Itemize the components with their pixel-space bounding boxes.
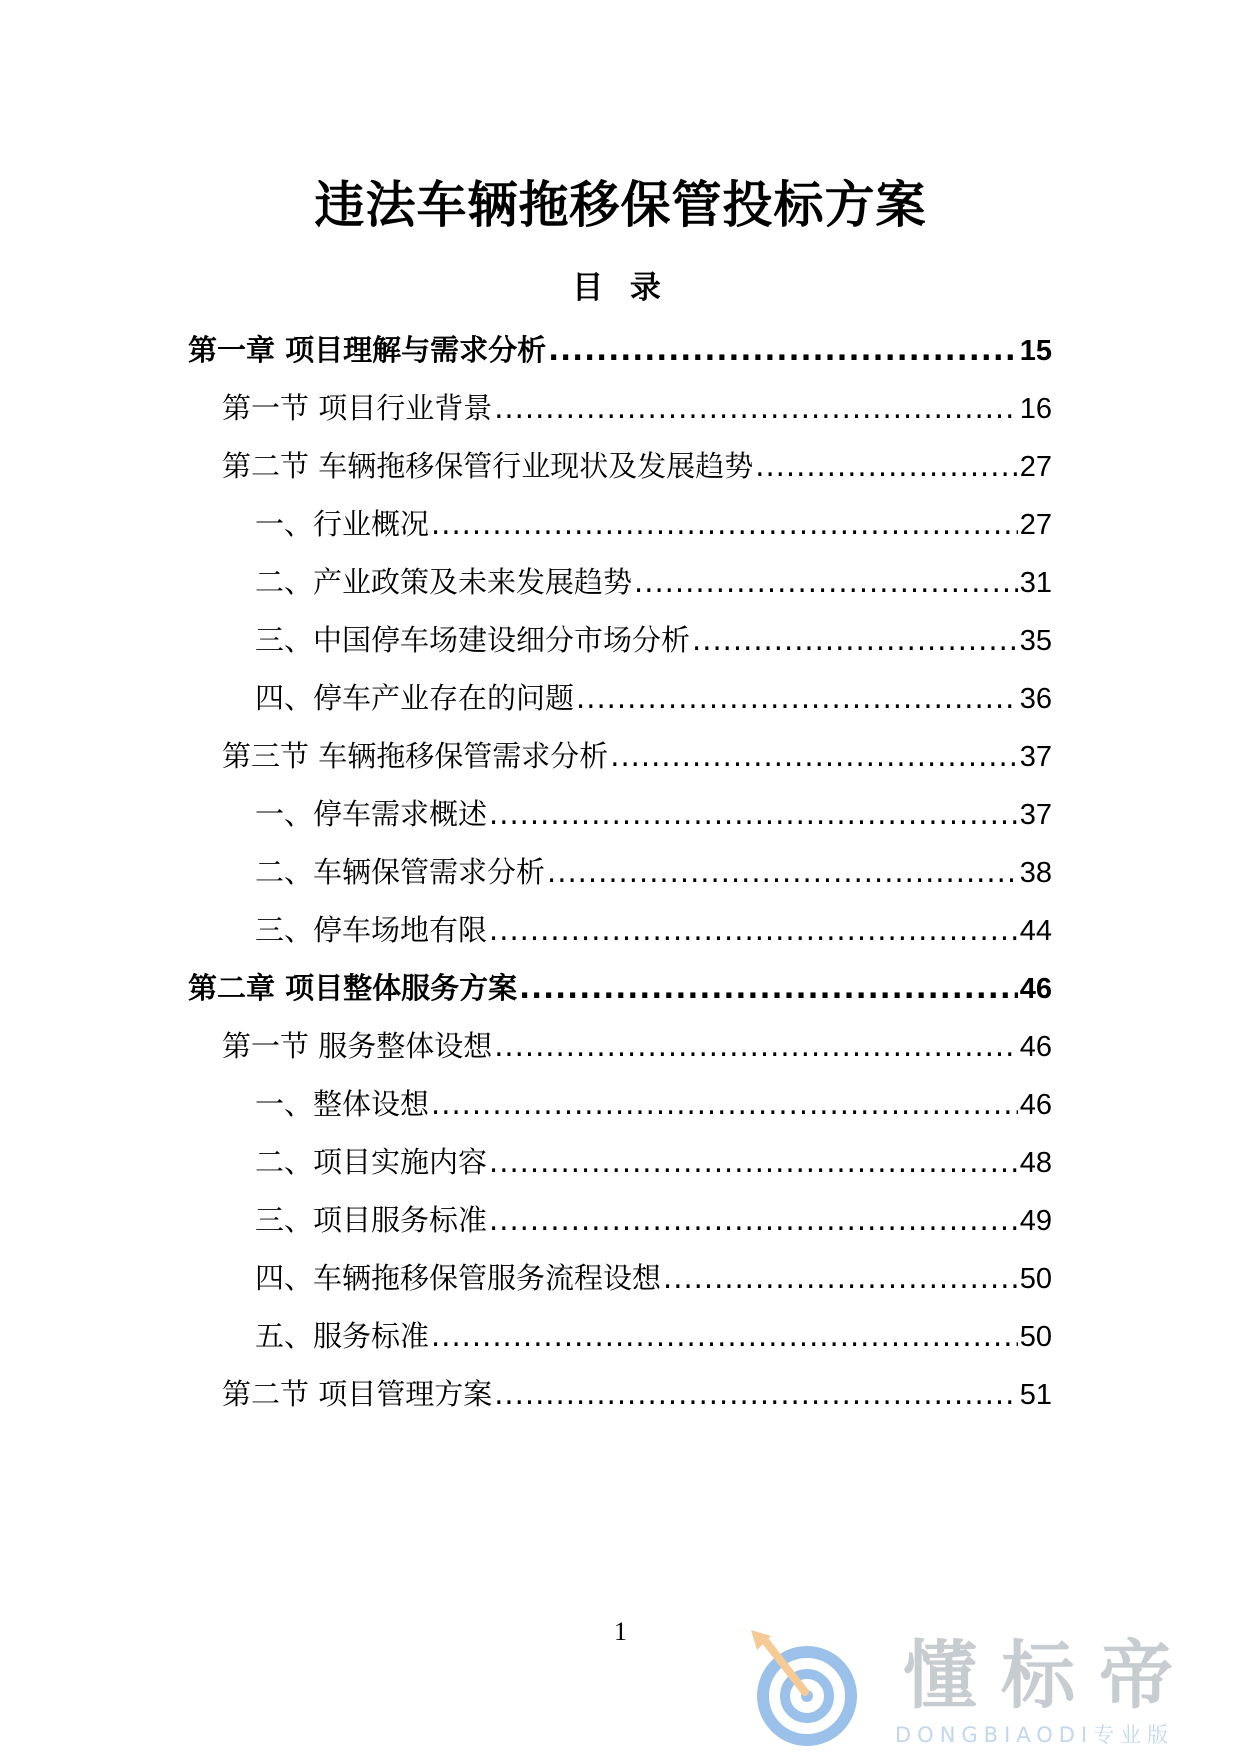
toc-entry-subsection[interactable] <box>255 905 1052 955</box>
toc-entry-label: 一、停车需求概述 <box>255 797 488 831</box>
toc-entry-label: 三、中国停车场建设细分市场分析 <box>255 623 691 657</box>
toc-entry-label: 第三节 车辆拖移保管需求分析 <box>222 739 609 773</box>
toc-entry-label: 第二节 项目管理方案 <box>222 1377 493 1411</box>
watermark-subtitle: DONGBIAODI专业版 <box>895 1723 1175 1747</box>
toc-heading: 目 录 <box>572 270 669 306</box>
toc-entry-subsection[interactable] <box>255 1253 1052 1303</box>
toc-leader-dots <box>489 1195 1018 1245</box>
toc-leader-dots <box>548 325 1018 375</box>
toc-entry-subsection[interactable] <box>255 1137 1052 1187</box>
toc-entry-subsection[interactable] <box>255 1195 1052 1245</box>
toc-entry-label: 第一章 项目理解与需求分析 <box>188 333 547 367</box>
toc-leader-dots <box>431 499 1018 549</box>
toc-entry-page: 16 <box>1019 393 1052 425</box>
toc-leader-dots <box>494 1369 1018 1419</box>
toc-entry-label: 二、项目实施内容 <box>255 1145 488 1179</box>
toc-entry-page: 31 <box>1019 567 1052 599</box>
watermark-brand: 懂标帝 <box>903 1633 1197 1719</box>
toc-leader-dots <box>431 1079 1018 1129</box>
toc-entry-page: 46 <box>1019 1089 1052 1121</box>
toc-entry-label: 四、车辆拖移保管服务流程设想 <box>255 1261 662 1295</box>
toc-entry-section[interactable] <box>222 383 1052 433</box>
toc-leader-dots <box>519 963 1018 1013</box>
toc-entry-label: 四、停车产业存在的问题 <box>255 681 575 715</box>
toc-entry-page: 37 <box>1019 741 1052 773</box>
toc-entry-section[interactable] <box>222 1369 1052 1419</box>
page-number: 1 <box>614 1617 627 1646</box>
toc-entry-label: 二、车辆保管需求分析 <box>255 855 546 889</box>
toc-entry-subsection[interactable] <box>255 1079 1052 1129</box>
toc-entry-subsection[interactable] <box>255 847 1052 897</box>
target-logo-icon <box>745 1630 865 1750</box>
toc-entry-subsection[interactable] <box>255 557 1052 607</box>
toc-entry-page: 49 <box>1019 1205 1052 1237</box>
toc-entry-page: 51 <box>1019 1379 1052 1411</box>
toc-entry-subsection[interactable] <box>255 673 1052 723</box>
toc-entry-page: 46 <box>1019 1031 1052 1063</box>
toc-leader-dots <box>489 1137 1018 1187</box>
document-title: 违法车辆拖移保管投标方案 <box>314 176 927 234</box>
toc-entry-section[interactable] <box>222 1021 1052 1071</box>
toc-entry-label: 第二章 项目整体服务方案 <box>188 971 518 1005</box>
toc-entry-chapter-1[interactable] <box>188 325 1052 375</box>
toc-entry-page: 15 <box>1019 335 1052 367</box>
toc-entry-subsection[interactable] <box>255 499 1052 549</box>
toc-entry-page: 35 <box>1019 625 1052 657</box>
toc-leader-dots <box>489 789 1018 839</box>
toc-leader-dots <box>755 441 1018 491</box>
toc-entry-subsection[interactable] <box>255 789 1052 839</box>
toc-entry-section[interactable] <box>222 441 1052 491</box>
toc-entry-label: 第一节 项目行业背景 <box>222 391 493 425</box>
toc-leader-dots <box>610 731 1018 781</box>
toc-leader-dots <box>494 383 1018 433</box>
toc-entry-page: 27 <box>1019 451 1052 483</box>
toc-entry-chapter-2[interactable] <box>188 963 1052 1013</box>
toc-leader-dots <box>692 615 1018 665</box>
toc-leader-dots <box>489 905 1018 955</box>
toc-entry-page: 36 <box>1019 683 1052 715</box>
toc-leader-dots <box>547 847 1018 897</box>
toc-entry-page: 48 <box>1019 1147 1052 1179</box>
toc-leader-dots <box>634 557 1018 607</box>
toc-entry-page: 44 <box>1019 915 1052 947</box>
watermark <box>745 1630 1225 1750</box>
toc-entry-subsection[interactable] <box>255 615 1052 665</box>
toc-leader-dots <box>494 1021 1018 1071</box>
toc-entry-page: 38 <box>1019 857 1052 889</box>
toc-entry-section[interactable] <box>222 731 1052 781</box>
toc-entry-label: 一、整体设想 <box>255 1087 430 1121</box>
toc-entry-page: 37 <box>1019 799 1052 831</box>
toc-entry-label: 三、项目服务标准 <box>255 1203 488 1237</box>
toc-entry-page: 50 <box>1019 1263 1052 1295</box>
toc-entry-page: 50 <box>1019 1321 1052 1353</box>
toc-leader-dots <box>431 1311 1018 1361</box>
toc-entry-label: 二、产业政策及未来发展趋势 <box>255 565 633 599</box>
toc-leader-dots <box>663 1253 1018 1303</box>
toc-entry-label: 一、行业概况 <box>255 507 430 541</box>
toc-entry-label: 第一节 服务整体设想 <box>222 1029 493 1063</box>
toc-entry-subsection[interactable] <box>255 1311 1052 1361</box>
toc-entry-page: 46 <box>1019 973 1052 1005</box>
toc-entry-label: 五、服务标准 <box>255 1319 430 1353</box>
toc-entry-label: 三、停车场地有限 <box>255 913 488 947</box>
toc-leader-dots <box>576 673 1018 723</box>
toc-entry-page: 27 <box>1019 509 1052 541</box>
toc-entry-label: 第二节 车辆拖移保管行业现状及发展趋势 <box>222 449 754 483</box>
